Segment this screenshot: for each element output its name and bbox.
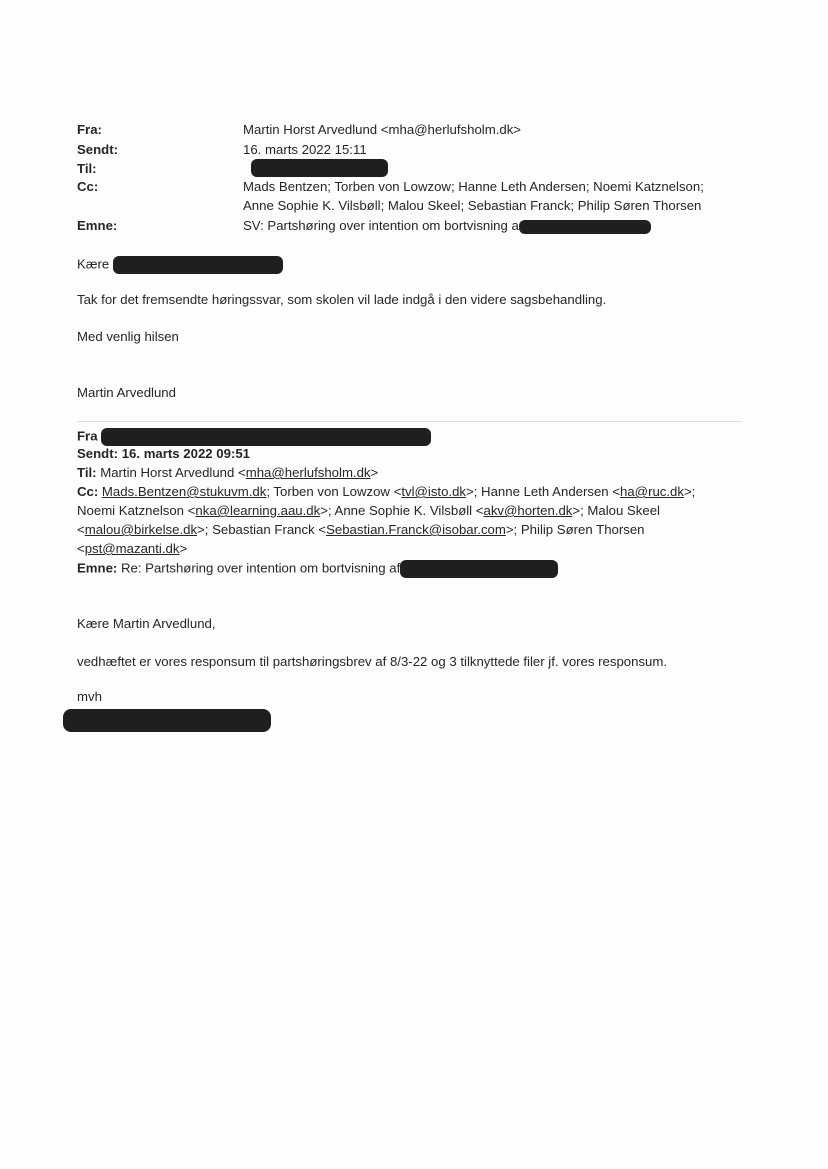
original-subject-text: Re: Partshøring over intention om bortvisning af (120, 560, 401, 576)
original-subject (77, 560, 558, 578)
cc-text: >; Philip Søren Thorsen (505, 522, 645, 537)
original-to-name: Martin Horst Arvedlund < (100, 465, 246, 480)
cc-email-link-katznelson[interactable]: nka@learning.aau.dk (195, 503, 321, 518)
original-to-email-link[interactable]: mha@herlufsholm.dk (245, 465, 371, 480)
cc-text: >; Anne Sophie K. Vilsbøll < (320, 503, 484, 518)
cc-label: Cc: (77, 179, 99, 194)
original-greeting: Kære Martin Arvedlund, (77, 616, 216, 631)
redacted-recipient-name (113, 256, 283, 274)
cc-text: >; Sebastian Franck < (197, 522, 327, 537)
cc-value-line1: Mads Bentzen; Torben von Lowzow; Hanne Leth Andersen; Noemi Katznelson; (243, 179, 704, 194)
subject-text: SV: Partshøring over intention om bortvisning a (243, 218, 519, 233)
original-subject-label: Emne: (77, 560, 118, 576)
original-cc-line2 (77, 503, 660, 518)
sent-value: 16. marts 2022 15:11 (243, 142, 367, 157)
sent-label: Sendt: (77, 142, 119, 157)
original-to-label: Til: (77, 465, 97, 480)
original-sent (77, 446, 250, 461)
cc-text: < (77, 522, 85, 537)
cc-email-link-vilsboll[interactable]: akv@horten.dk (483, 503, 573, 518)
cc-text: >; Malou Skeel (572, 503, 660, 518)
cc-text: > (179, 541, 188, 556)
reply-closing: Med venlig hilsen (77, 329, 179, 344)
original-cc-line4 (77, 541, 187, 556)
redacted-original-signature (63, 709, 271, 732)
cc-text: Noemi Katznelson < (77, 503, 196, 518)
subject-value (243, 218, 651, 234)
cc-text: >; Hanne Leth Andersen < (466, 484, 621, 499)
reply-greeting (77, 256, 283, 274)
from-value: Martin Horst Arvedlund <mha@herlufsholm.dk> (243, 122, 521, 137)
reply-signature: Martin Arvedlund (77, 385, 176, 400)
redacted-to (251, 159, 388, 177)
reply-body: Tak for det fremsendte høringssvar, som skolen vil lade indgå i den videre sagsbehandling. (77, 292, 607, 307)
cc-email-link-thorsen[interactable]: pst@mazanti.dk (84, 541, 180, 556)
original-from-label: Fra (77, 428, 98, 444)
cc-value-line2: Anne Sophie K. Vilsbøll; Malou Skeel; Sebastian Franck; Philip Søren Thorsen (243, 198, 702, 213)
original-sent-value: 16. marts 2022 09:51 (121, 446, 251, 461)
subject-label: Emne: (77, 218, 118, 233)
cc-email-link-skeel[interactable]: malou@birkelse.dk (84, 522, 198, 537)
cc-email-link-franck[interactable]: Sebastian.Franck@isobar.com (326, 522, 506, 537)
original-closing: mvh (77, 689, 102, 704)
original-to (77, 465, 378, 480)
redacted-original-sender (101, 428, 431, 446)
original-sent-label: Sendt: (77, 446, 119, 461)
original-cc-line1 (77, 484, 695, 499)
cc-email-link-lowzow[interactable]: tvl@isto.dk (401, 484, 467, 499)
from-label: Fra: (77, 122, 102, 137)
to-label: Til: (77, 161, 97, 176)
cc-email-link-andersen[interactable]: ha@ruc.dk (620, 484, 684, 499)
cc-text: ; Torben von Lowzow < (266, 484, 402, 499)
original-cc-line3 (77, 522, 645, 537)
cc-text: >; (683, 484, 696, 499)
separator-line (77, 421, 742, 422)
original-to-end: > (370, 465, 379, 480)
cc-text: < (77, 541, 85, 556)
redacted-original-subject-name (400, 560, 558, 578)
cc-email-link-bentzen[interactable]: Mads.Bentzen@stukuvm.dk (101, 484, 267, 499)
original-cc-label: Cc: (77, 484, 99, 499)
original-body: vedhæftet er vores responsum til partshøringsbrev af 8/3-22 og 3 tilknyttede filer jf. vores responsum. (77, 654, 668, 669)
redacted-subject-name (519, 220, 651, 234)
greeting-text: Kære (77, 256, 110, 272)
original-from (77, 428, 431, 446)
